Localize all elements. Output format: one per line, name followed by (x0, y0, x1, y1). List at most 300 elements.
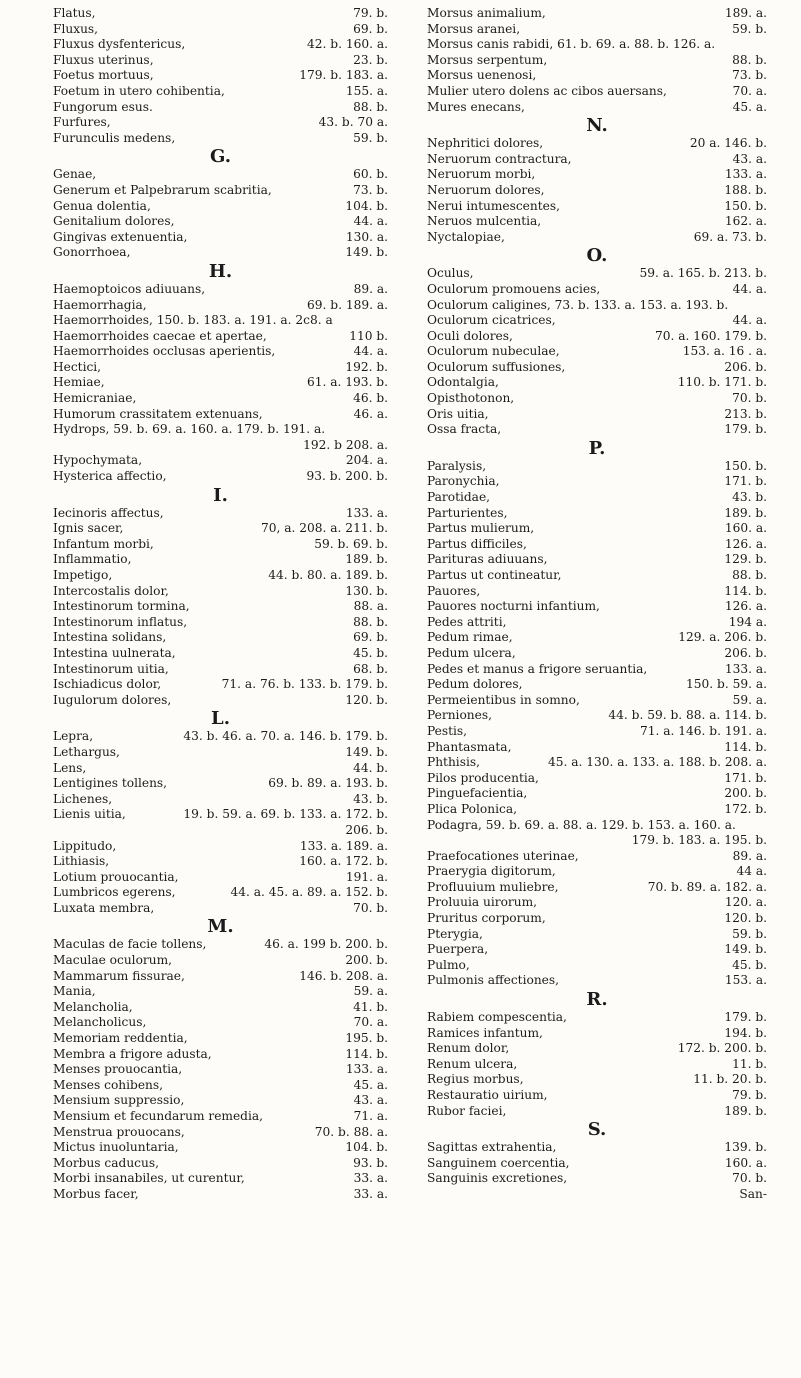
index-entry (427, 911, 767, 927)
index-entry (53, 407, 388, 423)
entry-term: Paralysis, (427, 458, 487, 473)
entry-term: Menses cohibens, (53, 1077, 164, 1092)
entry-page-reference: 160. a. 172. b. (299, 854, 388, 869)
entry-term: Odontalgia, (427, 375, 499, 390)
entry-term: Intestina solidans, (53, 630, 167, 645)
entry-term: Mensium et fecundarum remedia, (53, 1109, 264, 1123)
entry-term: Lens, (53, 760, 87, 775)
entry-term: Morsus uenenosi, (427, 68, 537, 83)
entry-page-reference: 59. a. 165. b. 213. b. (639, 266, 767, 281)
index-entry (427, 615, 767, 631)
entry-term: Pterygia, (427, 926, 483, 941)
index-entry (427, 474, 767, 490)
entry-page-reference: 150. b. (724, 458, 767, 473)
index-entry (53, 68, 388, 84)
index-entry (53, 375, 388, 391)
index-entry (53, 422, 388, 438)
index-entry (53, 630, 388, 646)
index-entry (427, 298, 767, 314)
index-entry (427, 329, 767, 345)
index-entry (427, 724, 767, 740)
entry-term: Pauores nocturni infantium, (427, 599, 600, 614)
entry-term: Mures enecans, (427, 99, 525, 114)
entry-term: Rabiem compescentia, (427, 1010, 567, 1025)
index-entry (53, 1047, 388, 1063)
entry-term: Pedes attriti, (427, 614, 507, 629)
entry-page-reference: 133. a. (724, 167, 767, 182)
entry-page-reference: 71. a. 146. b. 191. a. (640, 723, 767, 738)
entry-page-reference: 133. a. (345, 1062, 388, 1077)
entry-term: Menstrua prouocans, (53, 1124, 185, 1139)
entry-term: Proluuia uirorum, (427, 895, 538, 910)
entry-page-reference: 46. a. 199 b. 200. b. (264, 937, 388, 952)
entry-page-reference: 42. b. 160. a. (307, 37, 388, 52)
index-entry (53, 1078, 388, 1094)
entry-page-reference: 200. b. (724, 786, 767, 801)
index-entry (427, 214, 767, 230)
entry-term: Mania, (53, 984, 96, 999)
entry-term: Hectici, (53, 359, 102, 374)
entry-term: Sagittas extrahentia, (427, 1140, 557, 1155)
entry-term: Hydrops, 59. b. 69. a. 160. a. 179. b. 191. a. (53, 422, 326, 437)
entry-page-reference: 93. b. 200. b. (306, 469, 388, 484)
index-entry (53, 761, 388, 777)
entry-page-reference: 88. b. (732, 568, 767, 582)
entry-page-reference: 204. a. (345, 453, 388, 468)
entry-term: Melancholicus, (53, 1015, 147, 1030)
letter-heading-g: G. (210, 146, 231, 168)
index-entry (427, 1104, 767, 1120)
index-entry (53, 552, 388, 568)
index-entry (427, 1140, 767, 1156)
index-entry (53, 1109, 388, 1125)
index-entry (427, 199, 767, 215)
entry-page-reference: 133. a. (345, 505, 388, 520)
entry-page-reference: 44. b. 80. a. 189. b. (268, 568, 388, 582)
entry-page-reference: 120. b. (724, 911, 767, 926)
entry-term: Maculas de facie tollens, (53, 937, 207, 952)
entry-term: Plica Polonica, (427, 801, 517, 816)
index-entry (53, 1156, 388, 1172)
entry-term: Partus ut contineatur, (427, 568, 562, 582)
entry-term: Lichenes, (53, 791, 113, 806)
section-m (53, 937, 388, 1202)
section-i (53, 506, 388, 709)
entry-page-reference: 44. a. (732, 281, 767, 296)
entry-term: Foetum in utero cohibentia, (53, 83, 225, 98)
letter-heading-s: S. (587, 1119, 607, 1141)
entry-page-reference: 130. b. (345, 583, 388, 598)
entry-term: Podagra, 59. b. 69. a. 88. a. 129. b. 153. a. 160. a. (427, 817, 736, 832)
index-entry (53, 1031, 388, 1047)
entry-term: Genitalium dolores, (53, 214, 175, 229)
index-entry (53, 360, 388, 376)
index-entry (53, 662, 388, 678)
entry-page-reference: 133. a. 189. a. (299, 838, 388, 853)
entry-term: Oculorum caligines, 73. b. 133. a. 153. a. 193. b. (427, 297, 729, 312)
index-entry (53, 615, 388, 631)
index-entry (427, 646, 767, 662)
entry-page-reference: 20 a. 146. b. (689, 136, 767, 151)
entry-term: Hysterica affectio, (53, 469, 167, 484)
entry-page-reference: 200. b. (345, 953, 388, 968)
index-entry (53, 953, 388, 969)
index-entry (53, 53, 388, 69)
entry-term: Luxata membra, (53, 900, 155, 915)
index-entry (427, 459, 767, 475)
entry-term: Intestinorum inflatus, (53, 614, 188, 629)
entry-page-reference: 44. b. (353, 760, 388, 775)
entry-term: Oris uitia, (427, 406, 489, 421)
index-entry (427, 521, 767, 537)
index-entry (53, 807, 388, 823)
entry-page-reference: 179. b. 183. a. (299, 68, 388, 83)
index-entry (427, 818, 767, 834)
index-entry (53, 901, 388, 917)
entry-term: Haemorrhoides occlusas aperientis, (53, 344, 276, 359)
entry-page-reference: 69. b. 189. a. (307, 297, 388, 312)
index-entry (427, 662, 767, 678)
index-entry (53, 537, 388, 553)
index-entry (53, 329, 388, 345)
entry-term: Pedum ulcera, (427, 645, 516, 660)
entry-term: Pedum rimae, (427, 630, 513, 645)
entry-term: Sanguinis excretiones, (427, 1171, 568, 1186)
index-entry (427, 506, 767, 522)
index-entry (53, 1125, 388, 1141)
index-entry (53, 599, 388, 615)
entry-term: Intestinorum tormina, (53, 599, 190, 614)
entry-page-reference: 59. a. (353, 984, 388, 999)
entry-term: Oculus, (427, 266, 474, 281)
entry-term: Mictus inuoluntaria, (53, 1140, 179, 1155)
entry-term: Pulmonis affectiones, (427, 973, 560, 988)
index-entry (427, 552, 767, 568)
entry-page-reference: 188. b. (724, 182, 767, 197)
entry-page-reference: 149. b. (724, 942, 767, 957)
entry-page-reference: 160. a. (724, 521, 767, 536)
entry-page-reference: 206. b. (724, 645, 767, 660)
index-entry (53, 344, 388, 360)
entry-page-reference: 45. b. (353, 645, 388, 660)
entry-page-reference: 59. a. (732, 692, 767, 707)
entry-term: Renum dolor, (427, 1041, 510, 1056)
entry-page-reference: 104. b. (345, 198, 388, 213)
entry-term: Flatus, (53, 6, 96, 20)
index-entry (427, 422, 767, 438)
entry-term: Oculorum suffusiones, (427, 359, 566, 374)
entry-term: Haemorrhagia, (53, 297, 147, 312)
entry-term: Morsus serpentum, (427, 52, 548, 67)
index-entry (53, 1093, 388, 1109)
entry-page-reference: 45. a. (732, 99, 767, 114)
index-entry (53, 969, 388, 985)
entry-term: Morbi insanabiles, ut curentur, (53, 1171, 245, 1186)
entry-page-reference: 153. a. (724, 973, 767, 988)
entry-page-reference: 179. b. (724, 1010, 767, 1025)
index-entry (53, 167, 388, 183)
entry-page-reference: 133. a. (724, 661, 767, 676)
entry-page-reference: 110 b. (349, 328, 388, 343)
index-entry (427, 1010, 767, 1026)
index-entry (427, 958, 767, 974)
entry-term: Nerui intumescentes, (427, 198, 560, 213)
index-entry (427, 708, 767, 724)
entry-term: Ramices infantum, (427, 1025, 543, 1040)
entry-term: Puerpera, (427, 942, 489, 957)
entry-term: Foetus mortuus, (53, 68, 154, 83)
entry-term: Mulier utero dolens ac cibos auersans, (427, 83, 667, 98)
entry-page-reference: 68. b. (353, 661, 388, 676)
index-entry (53, 469, 388, 485)
index-entry (427, 599, 767, 615)
entry-term: Furunculis medens, (53, 130, 176, 145)
index-entry (427, 344, 767, 360)
entry-term: Oculorum promouens acies, (427, 281, 601, 296)
entry-page-reference: 41. b. (353, 999, 388, 1014)
index-entry (53, 870, 388, 886)
entry-term: Neruorum contractura, (427, 151, 572, 166)
entry-term: Nephritici dolores, (427, 136, 544, 151)
index-entry (53, 937, 388, 953)
index-entry (427, 1171, 767, 1187)
index-entry (427, 282, 767, 298)
letter-heading-o: O. (586, 245, 608, 267)
entry-page-reference: 153. a. 16 . a. (682, 344, 767, 359)
index-entry (427, 864, 767, 880)
entry-term: Pestis, (427, 723, 468, 738)
entry-term: Genua dolentia, (53, 198, 151, 213)
index-entry (427, 568, 767, 584)
entry-term: Permeientibus in somno, (427, 692, 580, 707)
entry-term: Lithiasis, (53, 854, 110, 869)
entry-page-reference: 44 a. (736, 864, 767, 879)
index-entry (53, 839, 388, 855)
index-entry (427, 584, 767, 600)
index-entry (53, 199, 388, 215)
entry-page-reference: 69. b. (353, 630, 388, 645)
index-entry (427, 22, 767, 38)
index-entry (427, 537, 767, 553)
entry-page-reference: 70. b. (732, 391, 767, 406)
entry-page-reference: 59. b. 69. b. (314, 536, 388, 551)
entry-page-reference: 114. b. (724, 583, 767, 598)
entry-term: Intestinorum uitia, (53, 661, 169, 676)
index-entry (427, 880, 767, 896)
letter-heading-n: N. (586, 115, 608, 137)
entry-term: Lippitudo, (53, 838, 117, 853)
index-entry (427, 391, 767, 407)
index-entry (427, 183, 767, 199)
index-entry (53, 506, 388, 522)
index-entry (427, 740, 767, 756)
entry-page-reference: 70. a. 160. 179. b. (655, 328, 767, 343)
entry-page-reference: 11. b. (732, 1056, 767, 1071)
entry-term: Infantum morbi, (53, 536, 154, 551)
index-entry (53, 646, 388, 662)
entry-term: Pedes et manus a frigore seruantia, (427, 661, 648, 676)
entry-term: Pilos producentia, (427, 770, 539, 785)
index-entry (53, 792, 388, 808)
index-entry (427, 68, 767, 84)
entry-page-reference: 44. a. (353, 344, 388, 359)
entry-page-reference: 69. b. 89. a. 193. b. (268, 776, 388, 791)
entry-page-reference: 45. a. (353, 1077, 388, 1092)
index-entry (427, 677, 767, 693)
entry-page-reference: 191. a. (345, 869, 388, 884)
index-entry (53, 823, 388, 839)
entry-term: Generum et Palpebrarum scabritia, (53, 182, 272, 197)
index-entry (53, 282, 388, 298)
entry-term: Intercostalis dolor, (53, 583, 169, 598)
entry-page-reference: 89. a. (353, 281, 388, 296)
entry-page-reference: 88. b. (353, 99, 388, 114)
index-entry (427, 942, 767, 958)
index-entry (427, 1057, 767, 1073)
entry-page-reference: 43. a. (732, 151, 767, 166)
section-r (427, 1010, 767, 1119)
entry-term: Opisthotonon, (427, 391, 515, 406)
entry-page-reference: 160. a. (724, 1155, 767, 1170)
index-entry (53, 1000, 388, 1016)
entry-term: Parturientes, (427, 505, 508, 520)
entry-term: Partus mulierum, (427, 521, 535, 536)
entry-page-reference: 69. b. (353, 21, 388, 36)
section-l (53, 729, 388, 916)
section-h (53, 282, 388, 485)
index-entry (427, 37, 767, 53)
section-f (53, 6, 388, 146)
entry-page-reference: 79. b. (732, 1088, 767, 1102)
entry-term: Nyctalopiae, (427, 229, 505, 244)
entry-page-reference: 155. a. (345, 83, 388, 98)
entry-page-reference: 194. b. (724, 1025, 767, 1040)
index-entry (427, 375, 767, 391)
section-o (427, 266, 767, 438)
letter-heading-m: M. (207, 916, 234, 938)
entry-page-reference: San- (739, 1186, 767, 1201)
entry-page-reference: 71. a. (353, 1109, 388, 1123)
index-entry (53, 100, 388, 116)
entry-page-reference: 44. b. 59. b. 88. a. 114. b. (608, 708, 767, 723)
section-m-continued (427, 6, 767, 115)
entry-page-reference: 171. b. (724, 474, 767, 489)
entry-term: Menses prouocantia, (53, 1062, 183, 1077)
entry-term: Membra a frigore adusta, (53, 1046, 212, 1061)
entry-page-reference: 19. b. 59. a. 69. b. 133. a. 172. b. (183, 807, 388, 822)
entry-term: Morsus aranei, (427, 21, 521, 36)
entry-page-reference: 189. a. (724, 6, 767, 20)
index-entry (427, 833, 767, 849)
index-entry (53, 1015, 388, 1031)
index-entry (427, 230, 767, 246)
entry-term: Gingivas extenuentia, (53, 229, 188, 244)
entry-page-reference: 130. a. (345, 229, 388, 244)
entry-term: Paronychia, (427, 474, 500, 489)
entry-term: Mammarum fissurae, (53, 968, 185, 983)
entry-page-reference: 23. b. (353, 52, 388, 67)
entry-page-reference: 179. b. 183. a. 195. b. (631, 833, 767, 848)
entry-term: Morbus caducus, (53, 1155, 159, 1170)
entry-term: Praefocationes uterinae, (427, 848, 579, 863)
entry-page-reference: 189. b. (724, 505, 767, 520)
entry-term: Parotidae, (427, 490, 491, 505)
index-entry (53, 693, 388, 709)
entry-term: Lethargus, (53, 744, 120, 759)
entry-page-reference: 189. b. (345, 552, 388, 567)
entry-term: Praerygia digitorum, (427, 864, 556, 879)
entry-page-reference: 43. b. 46. a. 70. a. 146. b. 179. b. (183, 729, 388, 744)
index-entry (53, 729, 388, 745)
entry-term: Lotium prouocantia, (53, 869, 179, 884)
index-entry (53, 568, 388, 584)
section-p (427, 459, 767, 989)
entry-page-reference: 114. b. (345, 1046, 388, 1061)
right-column (427, 6, 767, 1203)
index-entry (53, 214, 388, 230)
index-entry (427, 693, 767, 709)
entry-page-reference: 45. b. (732, 957, 767, 972)
index-entry (427, 407, 767, 423)
index-entry (53, 776, 388, 792)
entry-term: Rubor faciei, (427, 1103, 507, 1118)
entry-page-reference: 213. b. (724, 406, 767, 421)
entry-page-reference: 79. b. (353, 6, 388, 20)
entry-page-reference: 139. b. (724, 1140, 767, 1155)
index-entry (53, 854, 388, 870)
entry-page-reference: 46. b. (353, 391, 388, 406)
entry-page-reference: 45. a. 130. a. 133. a. 188. b. 208. a. (547, 755, 767, 770)
entry-page-reference: 70. a. (353, 1015, 388, 1030)
entry-term: Perniones, (427, 708, 492, 723)
index-entry (53, 22, 388, 38)
letter-heading-h: H. (208, 260, 233, 282)
entry-term: Regius morbus, (427, 1072, 524, 1087)
entry-page-reference: 150. b. 59. a. (686, 677, 767, 692)
entry-page-reference: 172. b. 200. b. (677, 1041, 767, 1056)
entry-page-reference: 129. a. 206. b. (678, 630, 767, 645)
entry-term: Phthisis, (427, 755, 480, 770)
entry-term: Pauores, (427, 583, 481, 598)
entry-term: Morbus facer, (53, 1186, 139, 1201)
entry-page-reference: 179. b. (724, 422, 767, 437)
index-entry (427, 755, 767, 771)
index-entry (427, 266, 767, 282)
entry-page-reference: 162. a. (724, 214, 767, 229)
letter-heading-i: I. (213, 484, 228, 506)
entry-term: Pedum dolores, (427, 677, 523, 692)
entry-page-reference: 46. a. (353, 406, 388, 421)
index-entry (53, 183, 388, 199)
entry-term: Humorum crassitatem extenuans, (53, 406, 263, 421)
entry-term: Fluxus uterinus, (53, 52, 154, 67)
entry-term: Inflammatio, (53, 552, 132, 567)
entry-term: Intestina uulnerata, (53, 645, 176, 660)
entry-term: Phantasmata, (427, 739, 512, 754)
entry-page-reference: 33. a. (353, 1186, 388, 1201)
entry-page-reference: 149. b. (345, 744, 388, 759)
entry-page-reference: 70. b. 88. a. (314, 1124, 388, 1139)
index-entry (427, 100, 767, 116)
index-entry (53, 1062, 388, 1078)
entry-term: Oculi dolores, (427, 328, 513, 343)
entry-term: Hemiae, (53, 375, 105, 390)
entry-page-reference: 43. a. (353, 1093, 388, 1108)
index-entry (427, 84, 767, 100)
entry-page-reference: 114. b. (724, 739, 767, 754)
letter-heading-l: L. (211, 708, 230, 730)
entry-term: Pinguefacientia, (427, 786, 528, 801)
